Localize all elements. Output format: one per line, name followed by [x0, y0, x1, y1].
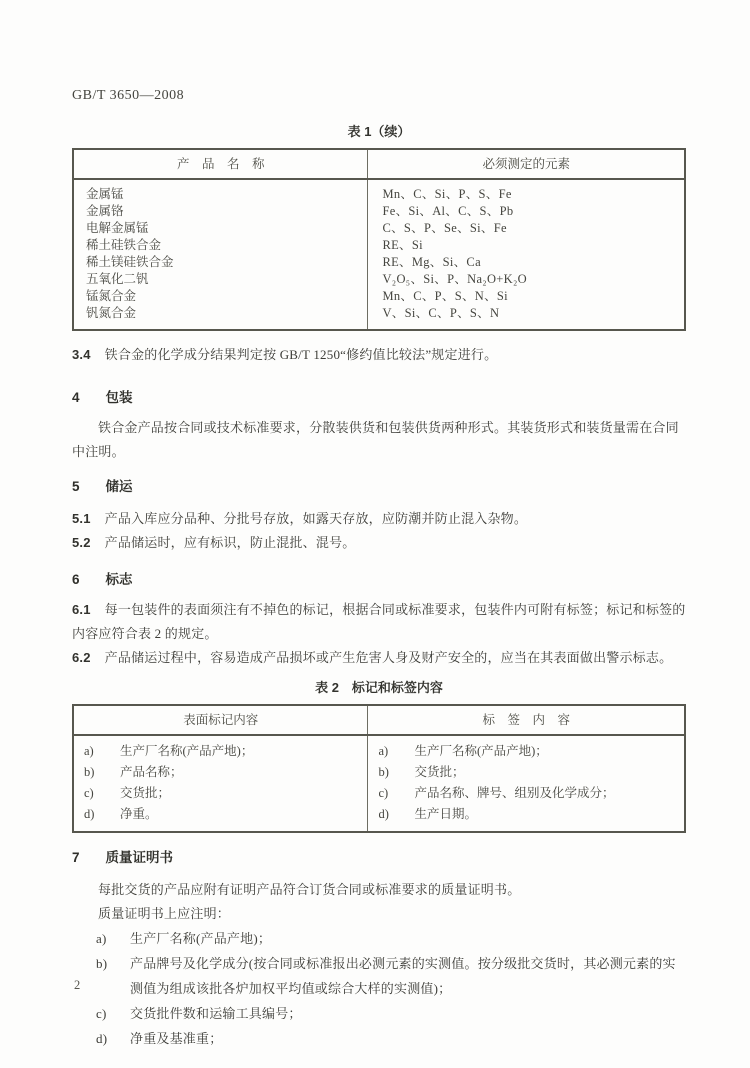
surface-marking-item	[73, 762, 368, 783]
clause-number: 6.1	[72, 602, 91, 617]
list-item-text: 交货批件数和运输工具编号；	[130, 1006, 302, 1021]
list-item-b	[72, 951, 686, 1001]
table-row	[73, 735, 685, 762]
table-row	[73, 237, 685, 254]
required-elements: V₂O₅、Si、P、Na₂O+K₂O	[382, 272, 527, 286]
table1	[72, 148, 686, 331]
section-title: 标志	[105, 572, 133, 587]
item-label: b)	[84, 765, 95, 779]
table-row	[73, 288, 685, 305]
list-item-text: 生产厂名称(产品产地)；	[130, 931, 272, 946]
item-text: 产品名称；	[120, 765, 183, 779]
section-number: 5	[72, 479, 80, 494]
label-content-item	[368, 735, 685, 762]
item-text: 产品名称、牌号、组别及化学成分；	[414, 786, 615, 800]
product-name: 金属铬	[73, 203, 368, 220]
list-item-d	[72, 1026, 686, 1051]
product-name: 稀土硅铁合金	[73, 237, 368, 254]
product-name: 锰氮合金	[73, 288, 368, 305]
surface-marking-item	[73, 783, 368, 804]
item-text: 交货批；	[120, 786, 171, 800]
item-text: 交货批；	[414, 765, 465, 779]
page-number: 2	[74, 978, 81, 992]
clause-3-4	[72, 343, 686, 367]
section-7-paragraph-1: 每批交货的产品应附有证明产品符合订货合同或标准要求的质量证明书。	[98, 882, 521, 897]
list-item-c	[72, 1001, 686, 1026]
section-number: 6	[72, 572, 80, 587]
table2-caption: 表 2 标记和标签内容	[315, 680, 443, 695]
clause-text: 铁合金的化学成分结果判定按 GB/T 1250“修约值比较法”规定进行。	[104, 347, 498, 362]
required-elements: Mn、C、Si、P、S、Fe	[382, 187, 512, 201]
surface-marking-item	[73, 804, 368, 832]
required-elements: RE、Si	[382, 238, 423, 252]
table-row	[73, 271, 685, 288]
clause-5-1	[72, 507, 686, 531]
item-text: 生产厂名称(产品产地)；	[120, 744, 254, 758]
surface-marking-item	[73, 735, 368, 762]
clause-number: 6.2	[72, 650, 91, 665]
clause-text: 每一包装件的表面须注有不掉色的标记，根据合同或标准要求，包装件内可附有标签；标记和标签的内容应符合表 2 的规定。	[72, 602, 686, 641]
clause-5-2	[72, 531, 686, 555]
section-7-paragraph-2: 质量证明书上应注明：	[98, 906, 231, 921]
item-label: b)	[378, 765, 389, 779]
table1-header-row	[73, 149, 685, 179]
item-text: 净重。	[120, 807, 158, 821]
label-content-item	[368, 783, 685, 804]
clause-number: 5.1	[72, 511, 91, 526]
clause-number: 5.2	[72, 535, 91, 550]
clause-6-1	[72, 598, 686, 646]
section-number: 7	[72, 850, 80, 865]
item-text: 生产日期。	[414, 807, 477, 821]
required-elements: RE、Mg、Si、Ca	[382, 255, 481, 269]
section-number: 4	[72, 390, 80, 405]
clause-6-2	[72, 646, 686, 670]
list-item-label: b)	[96, 956, 108, 971]
label-content-item	[368, 762, 685, 783]
item-label: c)	[378, 786, 389, 800]
product-name: 稀土镁硅铁合金	[73, 254, 368, 271]
clause-text: 产品储运时，应有标识，防止混批、混号。	[104, 535, 356, 550]
list-item-label: d)	[96, 1031, 108, 1046]
table-row	[73, 804, 685, 832]
required-elements: V、Si、C、P、S、N	[382, 306, 500, 320]
table-row	[73, 179, 685, 203]
section-6-heading	[72, 571, 686, 588]
table1-header-elements: 必须测定的元素	[368, 149, 685, 179]
item-label: d)	[378, 807, 389, 821]
table-row	[73, 762, 685, 783]
required-elements: Fe、Si、Al、C、S、Pb	[382, 204, 514, 218]
item-label: a)	[378, 744, 389, 758]
product-name: 五氧化二钒	[73, 271, 368, 288]
table-row	[73, 220, 685, 237]
clause-number: 3.4	[72, 347, 91, 362]
section-title: 包装	[105, 390, 133, 405]
table2-header-label-content: 标 签 内 容	[368, 705, 685, 735]
section-4-heading	[72, 389, 686, 406]
section-5-heading	[72, 478, 686, 495]
list-item-label: c)	[96, 1006, 107, 1021]
item-text: 生产厂名称(产品产地)；	[414, 744, 548, 758]
product-name: 钒氮合金	[73, 305, 368, 330]
item-label: c)	[84, 786, 94, 800]
section-4-paragraph: 铁合金产品按合同或技术标准要求，分散装供货和包装供货两种形式。其装货形式和装货量需在合同中注明。	[72, 420, 679, 459]
list-item-text: 净重及基准重；	[130, 1031, 223, 1046]
section-7-heading	[72, 849, 686, 866]
list-item-text: 产品牌号及化学成分(按合同或标准报出必测元素的实测值。按分级批交货时，其必测元素的实测值为组成该批各炉加权平均值或综合大样的实测值)；	[130, 956, 676, 996]
product-name: 电解金属锰	[73, 220, 368, 237]
clause-text: 产品储运过程中，容易造成产品损坏或产生危害人身及财产安全的，应当在其表面做出警示标志。	[104, 650, 673, 665]
table1-caption: 表 1（续）	[347, 124, 411, 139]
standard-code: GB/T 3650—2008	[72, 88, 185, 103]
table1-header-product-name: 产 品 名 称	[73, 149, 368, 179]
table-row	[73, 203, 685, 220]
table-row	[73, 783, 685, 804]
clause-text: 产品入库应分品种、分批号存放，如露天存放，应防潮并防止混入杂物。	[104, 511, 528, 526]
list-item-a	[72, 926, 686, 951]
table2-header-row	[73, 705, 685, 735]
required-elements: Mn、C、P、S、N、Si	[382, 289, 508, 303]
table-row	[73, 305, 685, 330]
required-elements: C、S、P、Se、Si、Fe	[382, 221, 507, 235]
list-item-label: a)	[96, 931, 107, 946]
section-title: 储运	[105, 479, 133, 494]
product-name: 金属锰	[73, 179, 368, 203]
item-label: a)	[84, 744, 94, 758]
table2	[72, 704, 686, 833]
table2-header-surface-marking: 表面标记内容	[73, 705, 368, 735]
section-title: 质量证明书	[105, 850, 174, 865]
label-content-item	[368, 804, 685, 832]
table-row	[73, 254, 685, 271]
item-label: d)	[84, 807, 95, 821]
